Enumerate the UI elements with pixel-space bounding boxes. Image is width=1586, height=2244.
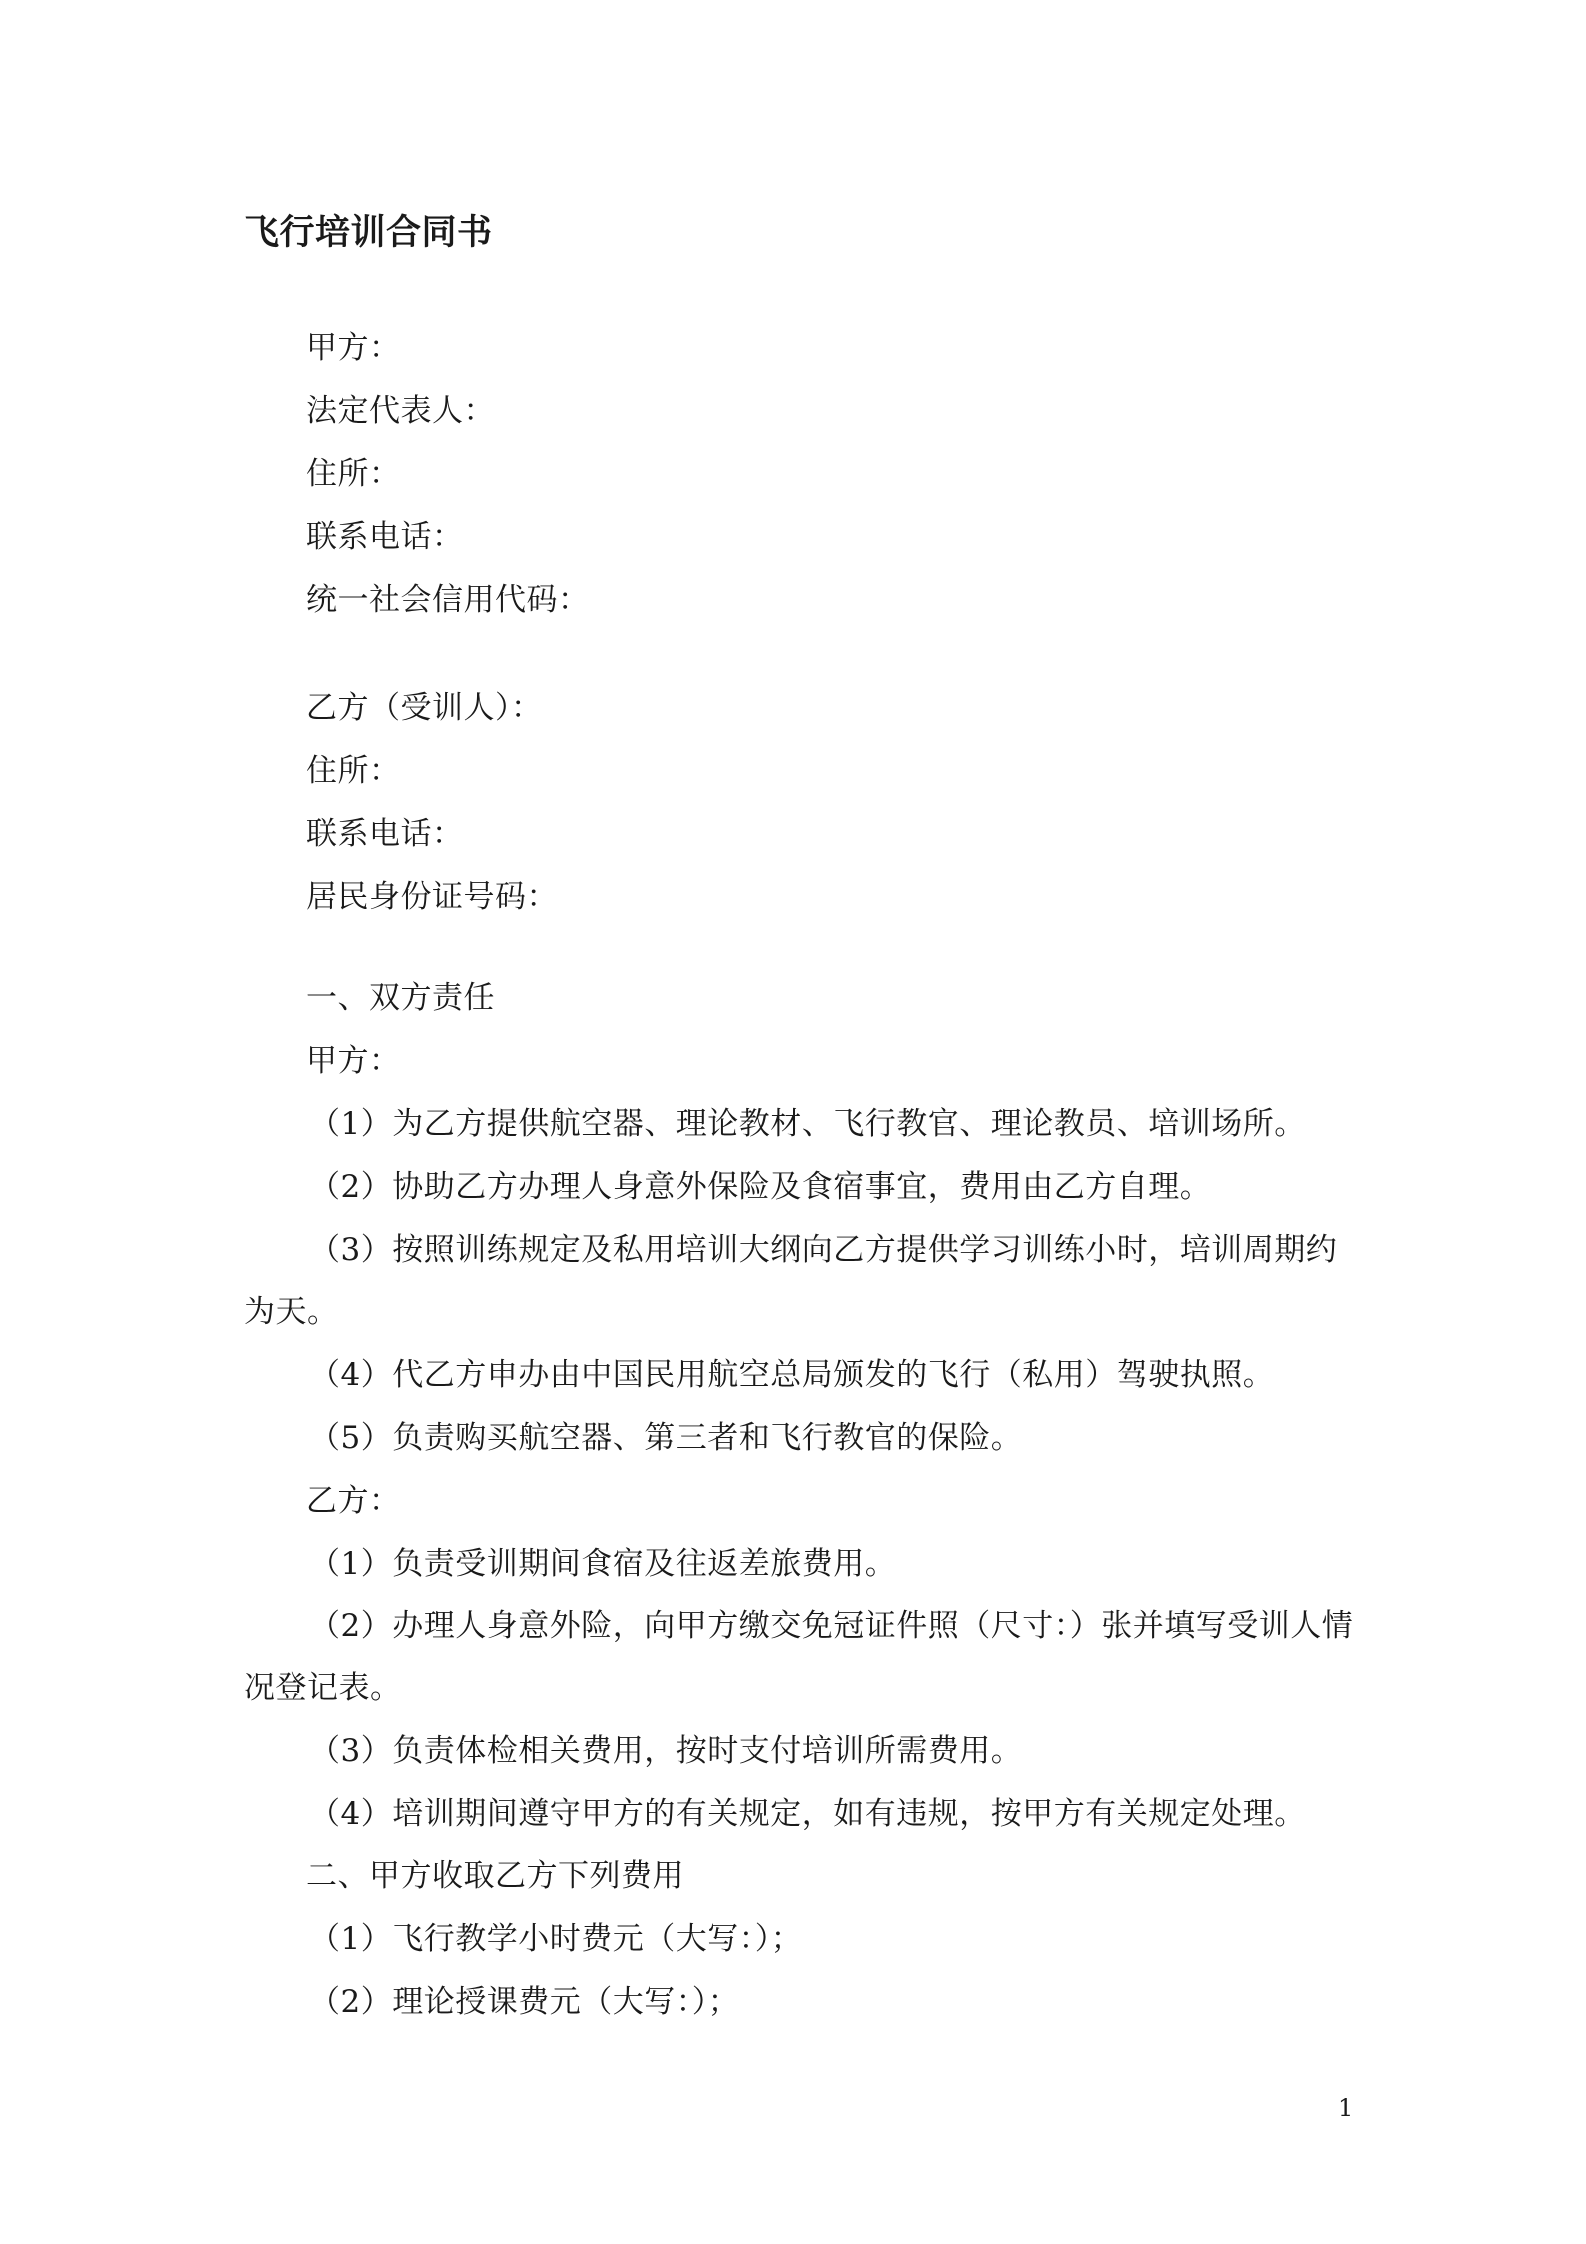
party-a-address-field: 住所：	[306, 456, 401, 492]
party-a-duty-1: （1）为乙方提供航空器、理论教材、飞行教官、理论教员、培训场所。	[309, 1106, 1306, 1142]
party-b-phone-field: 联系电话：	[306, 816, 464, 852]
section-1-party-b-label: 乙方：	[306, 1483, 401, 1519]
section-1-party-a-label: 甲方：	[306, 1043, 401, 1079]
party-b-duty-2-continued: 况登记表。	[244, 1670, 402, 1706]
section-1-heading: 一、双方责任	[306, 980, 495, 1016]
fee-item-1: （1）飞行教学小时费元（大写：）；	[309, 1921, 803, 1957]
party-b-duty-3: （3）负责体检相关费用，按时支付培训所需费用。	[309, 1733, 1023, 1769]
party-b-address-field: 住所：	[306, 753, 401, 789]
fee-item-2: （2）理论授课费元（大写：）；	[309, 1984, 740, 2020]
party-a-duty-3-continued: 为天。	[244, 1294, 339, 1330]
party-a-duty-2: （2）协助乙方办理人身意外保险及食宿事宜，费用由乙方自理。	[309, 1169, 1212, 1205]
party-b-label: 乙方（受训人）：	[306, 690, 543, 726]
credit-code-field: 统一社会信用代码：	[306, 582, 590, 618]
legal-representative-field: 法定代表人：	[306, 393, 495, 429]
party-a-duty-4: （4）代乙方申办由中国民用航空总局颁发的飞行（私用）驾驶执照。	[309, 1357, 1275, 1393]
party-a-phone-field: 联系电话：	[306, 519, 464, 555]
party-b-duty-4: （4）培训期间遵守甲方的有关规定，如有违规，按甲方有关规定处理。	[309, 1796, 1306, 1832]
party-a-label: 甲方：	[306, 330, 401, 366]
party-b-duty-2: （2）办理人身意外险，向甲方缴交免冠证件照（尺寸：）张并填写受训人情	[309, 1608, 1354, 1644]
section-2-heading: 二、甲方收取乙方下列费用	[306, 1858, 684, 1894]
page-number: 1	[1338, 2094, 1354, 2122]
party-a-duty-3: （3）按照训练规定及私用培训大纲向乙方提供学习训练小时，培训周期约	[309, 1232, 1338, 1268]
id-number-field: 居民身份证号码：	[306, 879, 558, 915]
party-a-duty-5: （5）负责购买航空器、第三者和飞行教官的保险。	[309, 1420, 1023, 1456]
document-title: 飞行培训合同书	[244, 212, 493, 253]
party-b-duty-1: （1）负责受训期间食宿及往返差旅费用。	[309, 1546, 897, 1582]
